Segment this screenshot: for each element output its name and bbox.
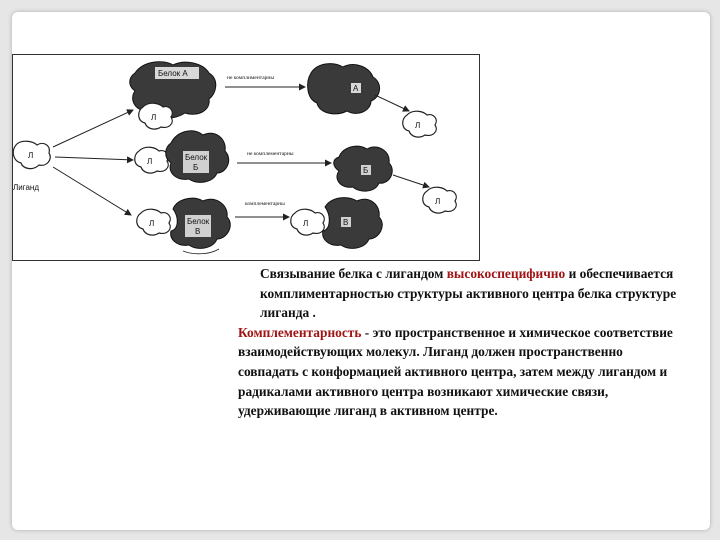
protein-v-label-2: В	[195, 227, 201, 236]
ligand-b-letter: Л	[147, 157, 153, 166]
ligand-v-letter: Л	[149, 219, 155, 228]
paragraph-binding-text-a: Связывание белка с лигандом	[260, 266, 447, 281]
arrow-ligand-to-v	[53, 167, 131, 215]
label-not-complementary-top: не комплиментарны	[227, 75, 275, 81]
ligand-a-letter: Л	[151, 113, 157, 122]
paragraph-binding-text-b: и обеспечивается комплиментарностью структуры активного центра белка структуре лиганда .	[260, 266, 677, 321]
label-complementary: комплементарны	[245, 201, 285, 207]
complex-v-ligand-letter: Л	[303, 219, 309, 228]
ligand-binding-figure	[12, 54, 480, 261]
protein-a-label: Белок А	[158, 69, 188, 78]
complex-v-label: В	[343, 218, 349, 227]
arrow-a-ligand-release	[375, 95, 409, 111]
free-ligand-letter: Л	[28, 151, 34, 160]
explanation-text	[212, 264, 682, 421]
protein-a-result-label: А	[353, 84, 359, 93]
arrow-ligand-to-a	[53, 110, 133, 147]
released-ligand-b-letter: Л	[435, 197, 441, 206]
motion-lines-v	[183, 249, 219, 254]
protein-v-label-1: Белок	[187, 217, 210, 226]
paragraph-complementarity-text: - это пространственное и химическое соответствие взаимодействующих молекул. Лиганд должен пространственно совпадать с конформацией активного центра, затем между лигандом и радикалами активного центра возникают химические связи, удерживающие лиганд в активном центре.	[238, 324, 673, 419]
paragraph-complementarity	[212, 323, 682, 421]
highlight-highly-specific: высокоспецифично	[446, 266, 566, 281]
label-not-complementary-mid: не комплементарны	[247, 151, 294, 157]
protein-b-label-2: Б	[193, 163, 199, 172]
protein-b-result-label: Б	[363, 166, 369, 175]
figure-canvas	[13, 55, 479, 260]
complex-v-protein-shape	[323, 198, 383, 249]
highlight-complementarity: Комплементарность	[238, 324, 362, 340]
protein-b-label-1: Белок	[185, 153, 208, 162]
protein-a-result-shape	[308, 64, 380, 114]
slide	[12, 12, 710, 530]
ligand-caption: Лиганд	[13, 183, 39, 192]
released-ligand-a-letter: Л	[415, 121, 421, 130]
paragraph-binding	[212, 264, 682, 323]
arrow-ligand-to-b	[55, 157, 133, 160]
arrow-b-ligand-release	[393, 175, 429, 187]
